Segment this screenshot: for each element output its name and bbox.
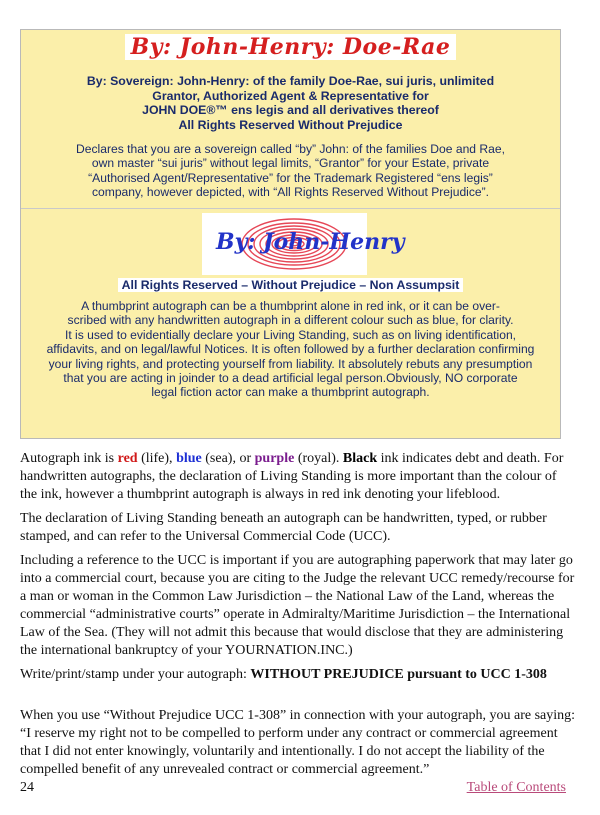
- text-run: Write/print/stamp under your autograph:: [20, 667, 251, 682]
- table-of-contents-link[interactable]: Table of Contents: [466, 780, 566, 795]
- declaration-line: own master “sui juris” without legal limits, “Grantor” for your Estate, private: [91, 156, 490, 171]
- sovereign-heading: [21, 74, 560, 132]
- thumbprint-line: A thumbprint autograph can be a thumbprint alone in red ink, or it can be over-: [81, 299, 500, 313]
- declaration-line: “Authorised Agent/Representative” for the Trademark Registered “ens legis”: [88, 170, 493, 185]
- rights-heading-text: All Rights Reserved – Without Prejudice – Non Assumpsit: [118, 278, 464, 292]
- thumbprint-autograph: [202, 213, 405, 275]
- rights-heading: [21, 278, 560, 292]
- text-run: (royal).: [294, 451, 343, 466]
- ink-blue: blue: [176, 451, 202, 466]
- paragraph-text: When you use “Without Prejudice UCC 1-308” in connection with your autograph, you are saying: “I reserve my right not to be compelled to perform under any contract or commercial agreement that I did not enter knowingly, voluntarily and intentionally. I do not accept the liability of the compelled benefit of any unrevealed contract or commercial agreement.”: [20, 708, 576, 777]
- ucc-1308-paragraph: [20, 707, 576, 779]
- text-run: ink indicates debt and death. For handwritten autographs, the declaration of Living Standing is more important than the colour of the ink, however a thumbprint autograph is always in red ink denoting your lifeblood.: [20, 451, 564, 502]
- declaration-line: company, however depicted, with “All Rights Reserved Without Prejudice”.: [91, 185, 490, 200]
- ink-red: red: [117, 451, 138, 466]
- ucc-paragraph: [20, 552, 576, 660]
- heading-line: JOHN DOE®™ ens legis and all derivatives thereof: [142, 103, 439, 118]
- thumbprint-line: It is used to evidentially declare your Living Standing, such as on living identification,: [64, 327, 517, 342]
- panel-divider: [21, 208, 560, 209]
- thumbprint-line: scribed with any handwritten autograph in a different colour such as blue, for clarity.: [67, 313, 514, 328]
- thumb-signature-text: By: John-Henry: [216, 229, 405, 255]
- without-prejudice-statement: WITHOUT PREJUDICE pursuant to UCC 1-308: [250, 667, 547, 682]
- write-under-paragraph: [20, 666, 576, 684]
- signature-text: By: John-Henry: Doe-Rae: [125, 34, 457, 60]
- paragraph-text: The declaration of Living Standing beneath an autograph can be handwritten, typed, or rubber stamped, and can refer to the Universal Commercial Code (UCC).: [20, 511, 547, 544]
- text-run: (sea), or: [201, 451, 255, 466]
- paragraph-text: Including a reference to the UCC is important if you are autographing paperwork that may later go into a commercial court, because you are citing to the Judge the relevant UCC remedy/recourse for a man or woman in the Common Law Jurisdiction – the National Law of the Land, whereas the commercial “administrative courts” operate in Admiralty/Maritime Jurisdiction – the International Law of the Sea. (They will not admit this because that would disclose that they are administering the international bankruptcy of your YOURNATION.INC.): [20, 553, 575, 658]
- thumbprint-line: your living rights, and protecting yourself from liability. It absolutely rebuts any presumption: [48, 356, 533, 371]
- thumbprint-line: that you are acting in joinder to a dead artificial legal person.Obviously, NO corporate: [63, 371, 518, 386]
- thumbprint-line: affidavits, and on legal/lawful Notices. It is often followed by a further declaration confirming: [46, 342, 535, 357]
- ink-colour-paragraph: [20, 450, 576, 504]
- heading-line: Grantor, Authorized Agent & Representative for: [152, 88, 429, 103]
- declaration-line: Declares that you are a sovereign called “by” John: of the families Doe and Rae,: [76, 142, 505, 156]
- ink-black: Black: [342, 451, 378, 466]
- declaration-paragraph: [21, 142, 560, 200]
- signature-example-1: [21, 34, 560, 60]
- text-run: Autograph ink is: [20, 451, 118, 466]
- ink-purple: purple: [254, 451, 295, 466]
- thumbprint-paragraph: [21, 299, 560, 400]
- thumbprint-line: legal fiction actor can make a thumbprint autograph.: [151, 385, 430, 400]
- heading-line: All Rights Reserved Without Prejudice: [178, 117, 403, 132]
- living-standing-paragraph: [20, 510, 576, 546]
- info-panel: [20, 29, 561, 439]
- page-number: 24: [20, 780, 34, 795]
- heading-line: By: Sovereign: John-Henry: of the family Doe-Rae, sui juris, unlimited: [86, 74, 495, 88]
- text-run: (life),: [137, 451, 177, 466]
